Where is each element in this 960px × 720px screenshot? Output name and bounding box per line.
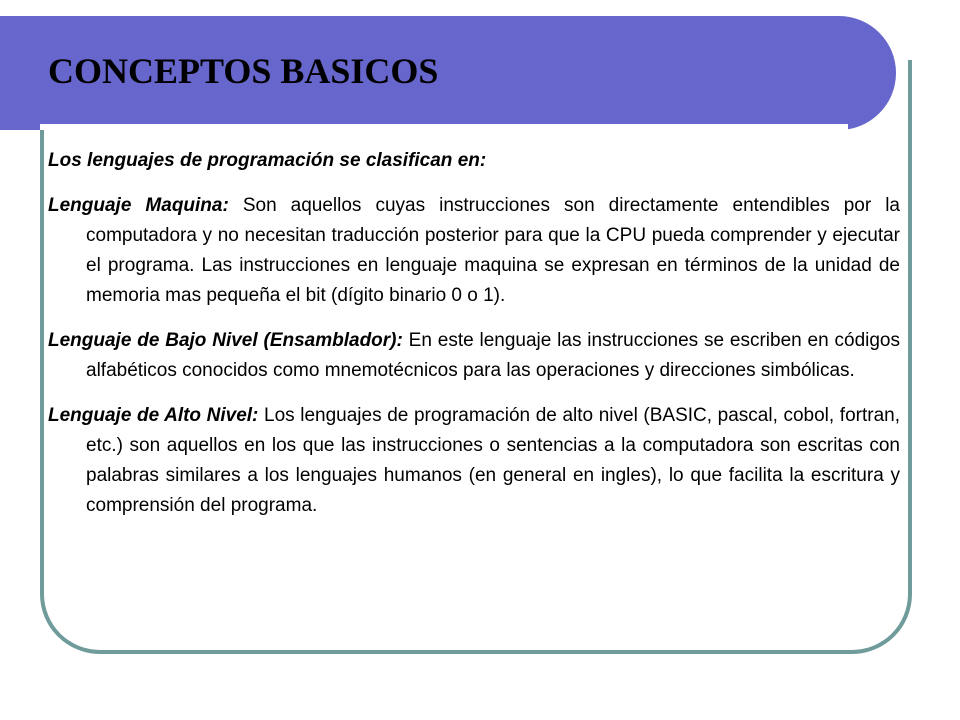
entry-description: En este lenguaje las instrucciones se escriben en códigos alfabéticos conocidos como mnemotécnicos para las operaciones y direcciones simbólicas. bbox=[86, 330, 901, 381]
intro-text: Los lenguajes de programación se clasifican en: bbox=[48, 150, 487, 171]
entry-term: Lenguaje de Alto Nivel: bbox=[48, 405, 259, 426]
entry-description: Son aquellos cuyas instrucciones son directamente entendibles por la computadora y no necesitan traducción posterior para que la CPU pueda comprender y ejecutar el programa. Las instrucciones en lenguaje maquina se expresan en términos de la unidad de memoria mas pequeña el bit (dígito binario 0 o 1). bbox=[86, 195, 900, 306]
entry-term: Lenguaje Maquina: bbox=[48, 195, 229, 216]
slide-title: CONCEPTOS BASICOS bbox=[48, 51, 439, 91]
entry-lenguaje-alto-nivel bbox=[48, 401, 900, 521]
entry-lenguaje-maquina bbox=[48, 191, 900, 311]
entry-lenguaje-bajo-nivel bbox=[48, 326, 900, 386]
slide-content bbox=[48, 146, 900, 536]
entry-description: Los lenguajes de programación de alto nivel (BASIC, pascal, cobol, fortran, etc.) son aquellos en los que las instrucciones o sentencias a la computadora son escritas con palabras similares a los lenguajes humanos (en general en ingles), lo que facilita la escritura y comprensión del programa. bbox=[86, 405, 900, 516]
title-underline bbox=[40, 124, 848, 130]
entry-term: Lenguaje de Bajo Nivel (Ensamblador): bbox=[48, 330, 403, 351]
